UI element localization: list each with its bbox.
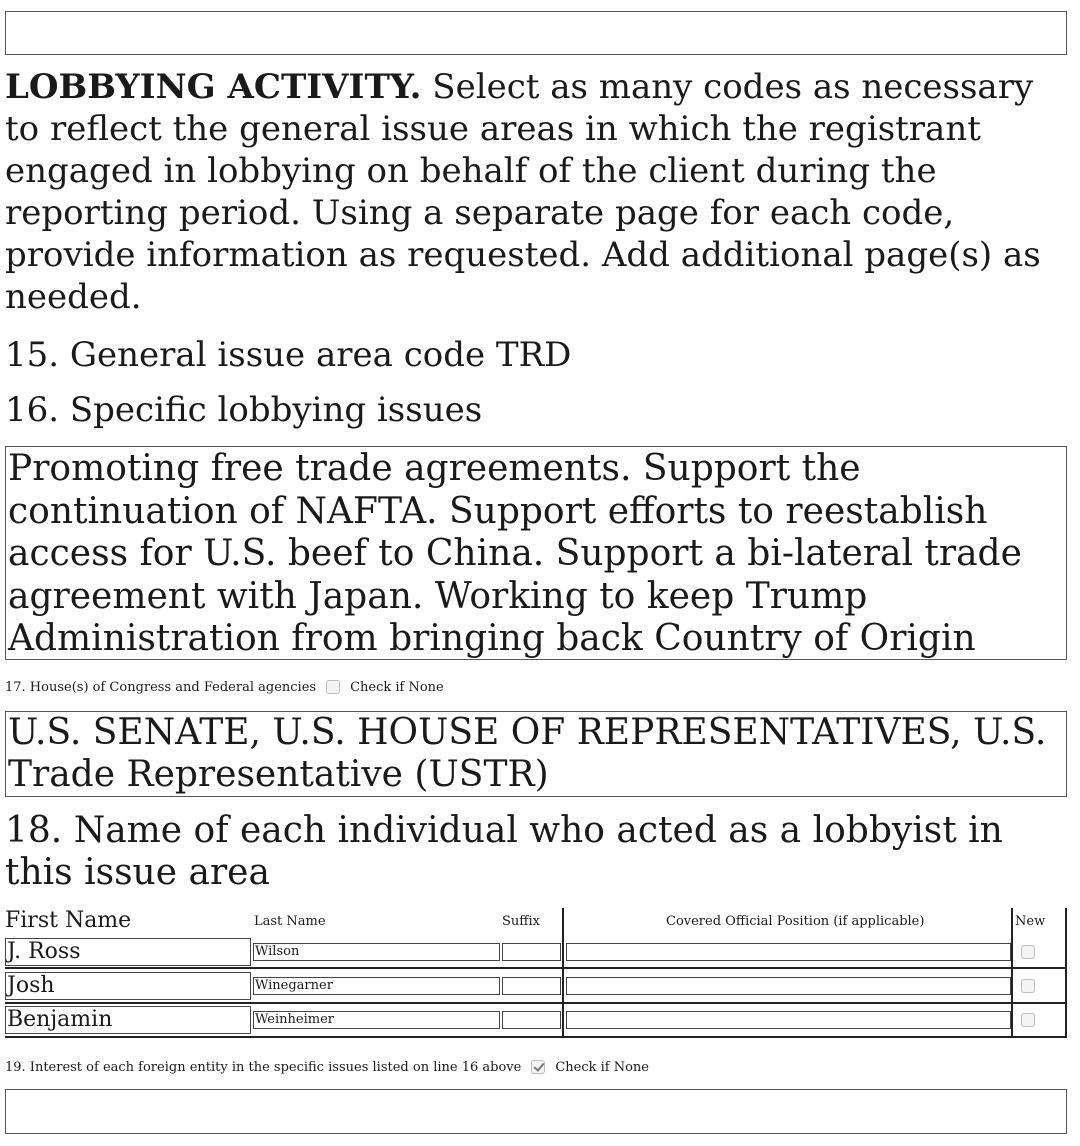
agencies-label: 17. House(s) of Congress and Federal agencies (5, 679, 317, 695)
first-name-input[interactable]: Josh (5, 972, 251, 1000)
foreign-interest-field[interactable] (5, 1089, 1067, 1134)
last-name-input[interactable]: Weinheimer (253, 1011, 500, 1029)
foreign-interest-none-checkbox[interactable] (531, 1060, 545, 1074)
row-divider (5, 1002, 1067, 1004)
lobbying-activity-heading: LOBBYING ACTIVITY. (5, 67, 422, 107)
position-input[interactable] (566, 1011, 1011, 1029)
row-divider (5, 967, 1067, 969)
agencies-none-checkbox[interactable] (326, 680, 340, 694)
lobbying-activity-text: Select as many codes as necessary to reflect the general issue areas in which the registrant engaged in lobbying on behalf of the client during the reporting period. Using a separate page for each code, provide information as requested. Add additional page(s) as needed. (5, 67, 1041, 317)
table-divider (1011, 908, 1013, 1038)
agencies-row (5, 676, 444, 698)
issue-area-code: 15. General issue area code TRD (5, 335, 572, 375)
first-name-input[interactable]: Benjamin (5, 1006, 251, 1034)
suffix-input[interactable] (502, 1011, 561, 1029)
top-text-field[interactable] (5, 11, 1067, 55)
foreign-interest-none-label: Check if None (555, 1059, 650, 1075)
specific-issues-label: 16. Specific lobbying issues (5, 390, 483, 430)
first-name-header: First Name (5, 908, 132, 933)
agencies-none-label: Check if None (350, 679, 444, 695)
position-header: Covered Official Position (if applicable) (666, 914, 925, 929)
last-name-input[interactable]: Winegarner (253, 977, 500, 995)
row-divider (5, 1036, 1067, 1038)
agencies-field[interactable]: U.S. SENATE, U.S. HOUSE OF REPRESENTATIVES, U.S. Trade Representative (USTR) (5, 711, 1067, 797)
table-divider (562, 908, 564, 1038)
new-checkbox[interactable] (1021, 979, 1035, 993)
table-divider (1065, 908, 1067, 1038)
lobbying-activity-instructions (5, 66, 1067, 318)
first-name-input[interactable]: J. Ross (5, 938, 251, 966)
position-input[interactable] (566, 977, 1011, 995)
suffix-header: Suffix (502, 914, 541, 929)
lobbyists-label: 18. Name of each individual who acted as a lobbyist in this issue area (5, 810, 1003, 893)
foreign-interest-label: 19. Interest of each foreign entity in the specific issues listed on line 16 above (5, 1059, 522, 1075)
suffix-input[interactable] (502, 943, 561, 961)
new-checkbox[interactable] (1021, 1013, 1035, 1027)
foreign-interest-row (5, 1056, 649, 1078)
specific-issues-field[interactable]: Promoting free trade agreements. Support the continuation of NAFTA. Support efforts to reestablish access for U.S. beef to China. Support a bi-lateral trade agreement with Japan. Working to keep Trump Administration from bringing back Country of Origin (5, 446, 1067, 660)
new-checkbox[interactable] (1021, 945, 1035, 959)
position-input[interactable] (566, 943, 1011, 961)
new-header: New (1015, 914, 1046, 929)
last-name-input[interactable]: Wilson (253, 943, 500, 961)
last-name-header: Last Name (254, 914, 326, 929)
suffix-input[interactable] (502, 977, 561, 995)
